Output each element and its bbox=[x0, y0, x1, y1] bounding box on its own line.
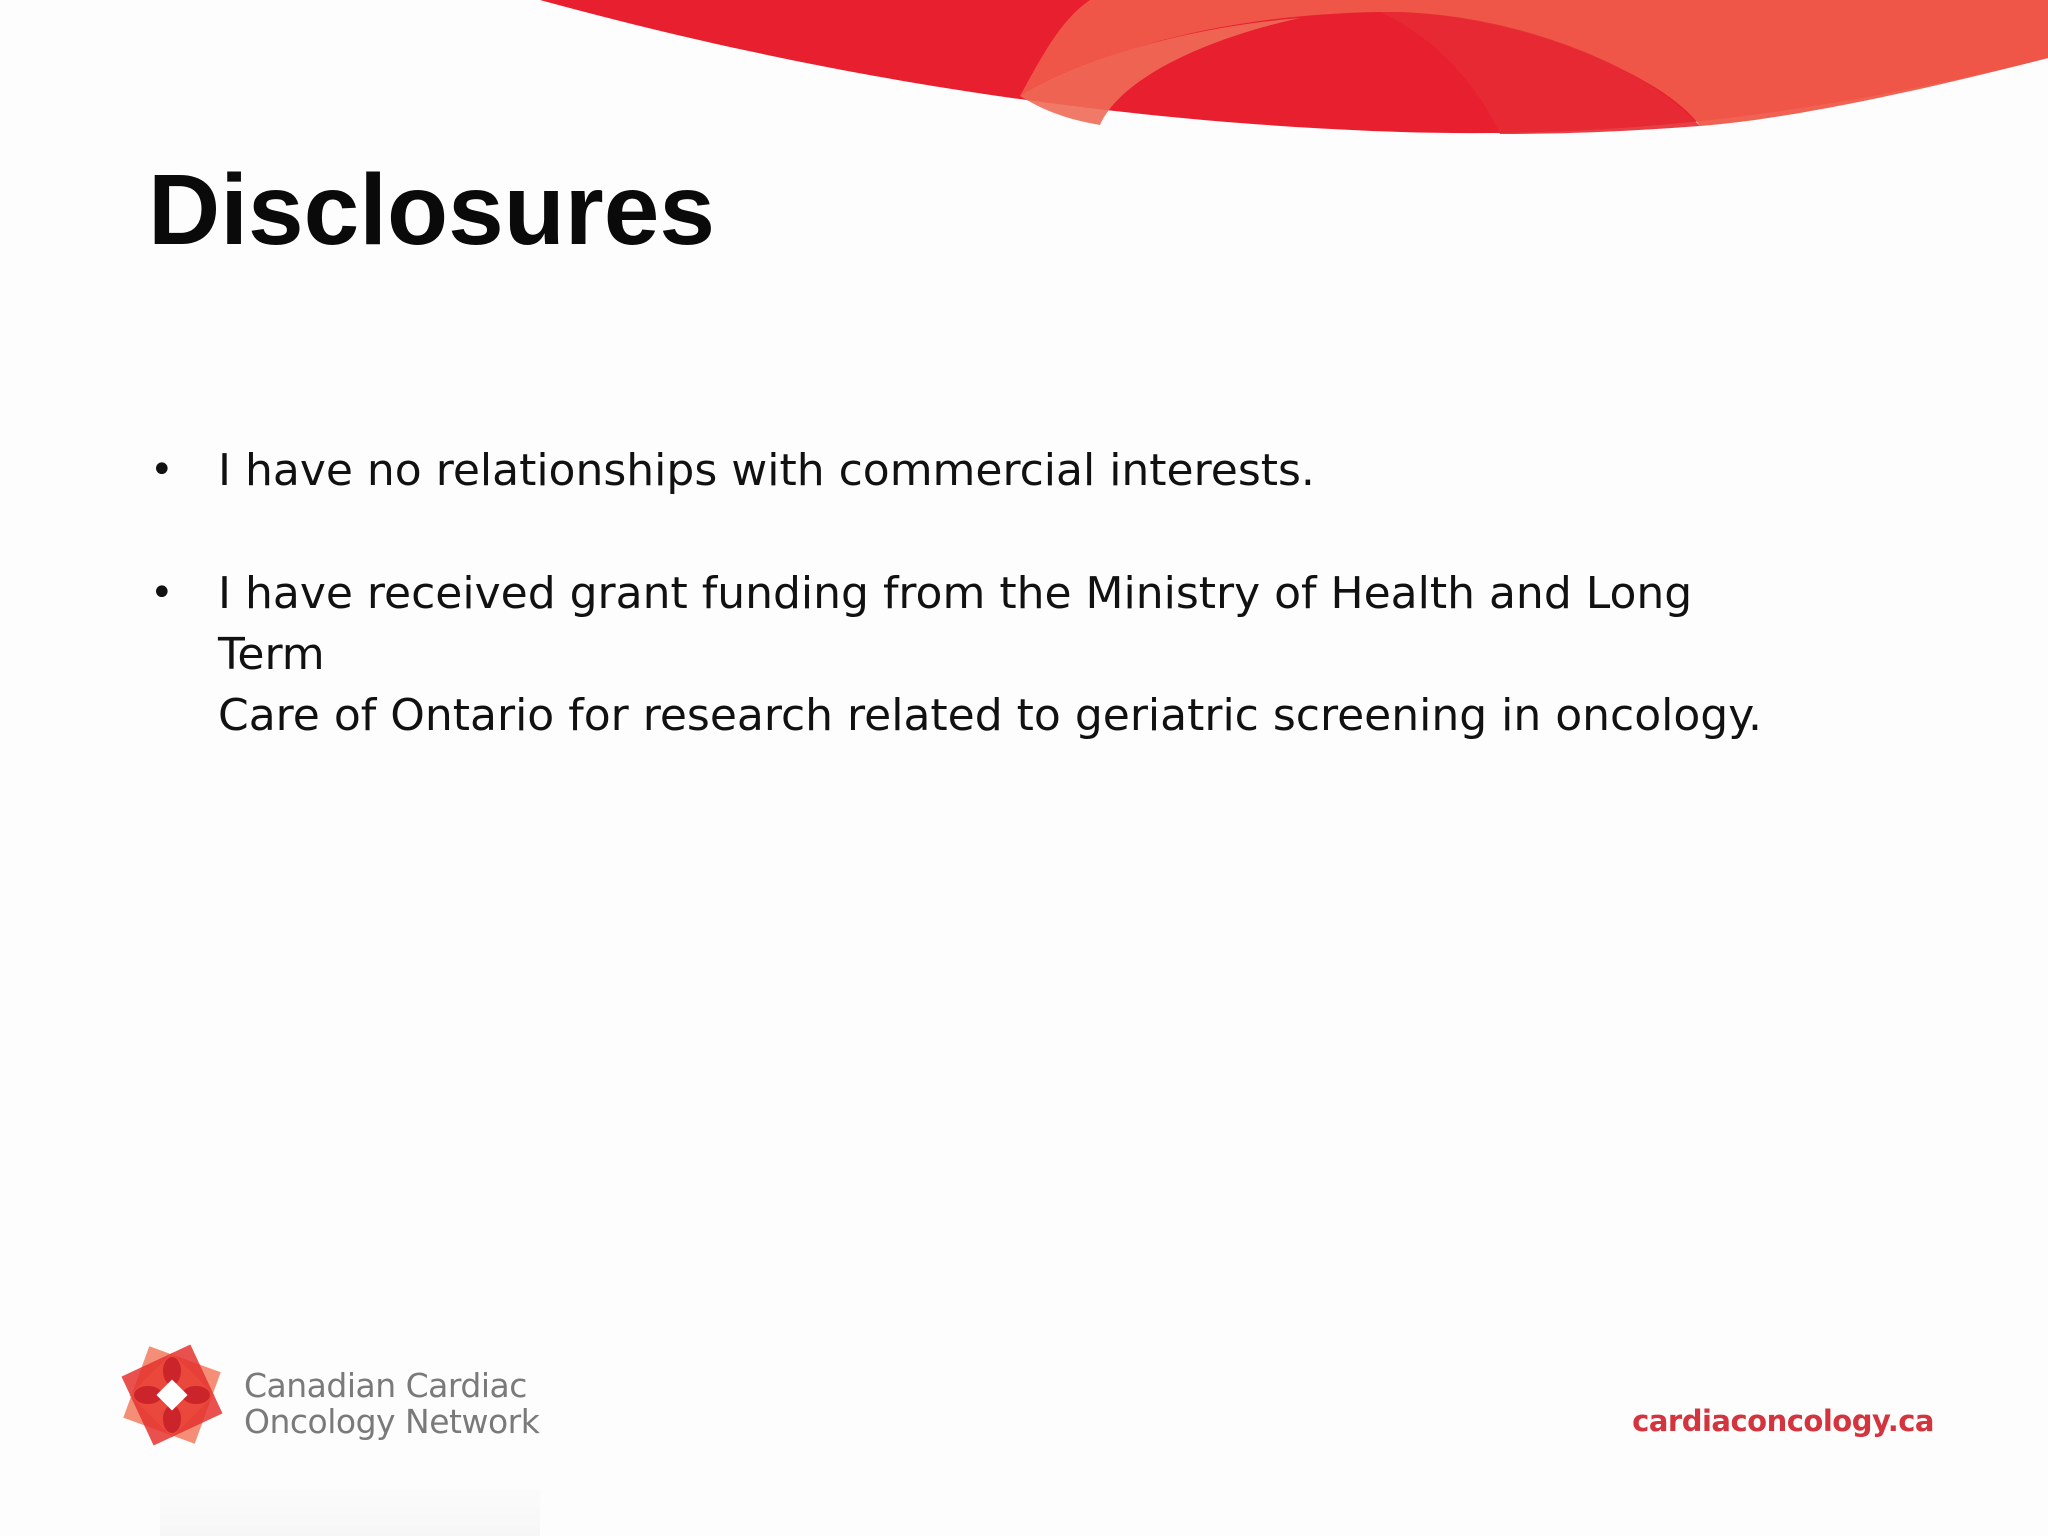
organization-name-line: Canadian Cardiac bbox=[244, 1366, 527, 1405]
bullet-text-line: I have no relationships with commercial interests. bbox=[218, 445, 1315, 496]
footer-shadow bbox=[160, 1490, 540, 1536]
bullet-marker: • bbox=[150, 447, 174, 493]
list-item bbox=[150, 440, 1800, 501]
bullet-list bbox=[150, 440, 1800, 808]
cardiac-oncology-network-logo-icon bbox=[112, 1335, 232, 1455]
organization-name bbox=[244, 1368, 539, 1440]
website-link[interactable]: cardiaconcology.ca bbox=[1632, 1404, 1934, 1438]
red-swoosh-banner-graphic bbox=[0, 0, 2048, 160]
list-item bbox=[150, 563, 1800, 746]
slide-title: Disclosures bbox=[148, 154, 715, 266]
organization-name-line: Oncology Network bbox=[244, 1402, 540, 1441]
bullet-text-line: I have received grant funding from the Ministry of Health and Long Term bbox=[218, 568, 1693, 680]
bullet-marker: • bbox=[150, 570, 174, 616]
bullet-text-line: Care of Ontario for research related to geriatric screening in oncology. bbox=[218, 690, 1762, 741]
